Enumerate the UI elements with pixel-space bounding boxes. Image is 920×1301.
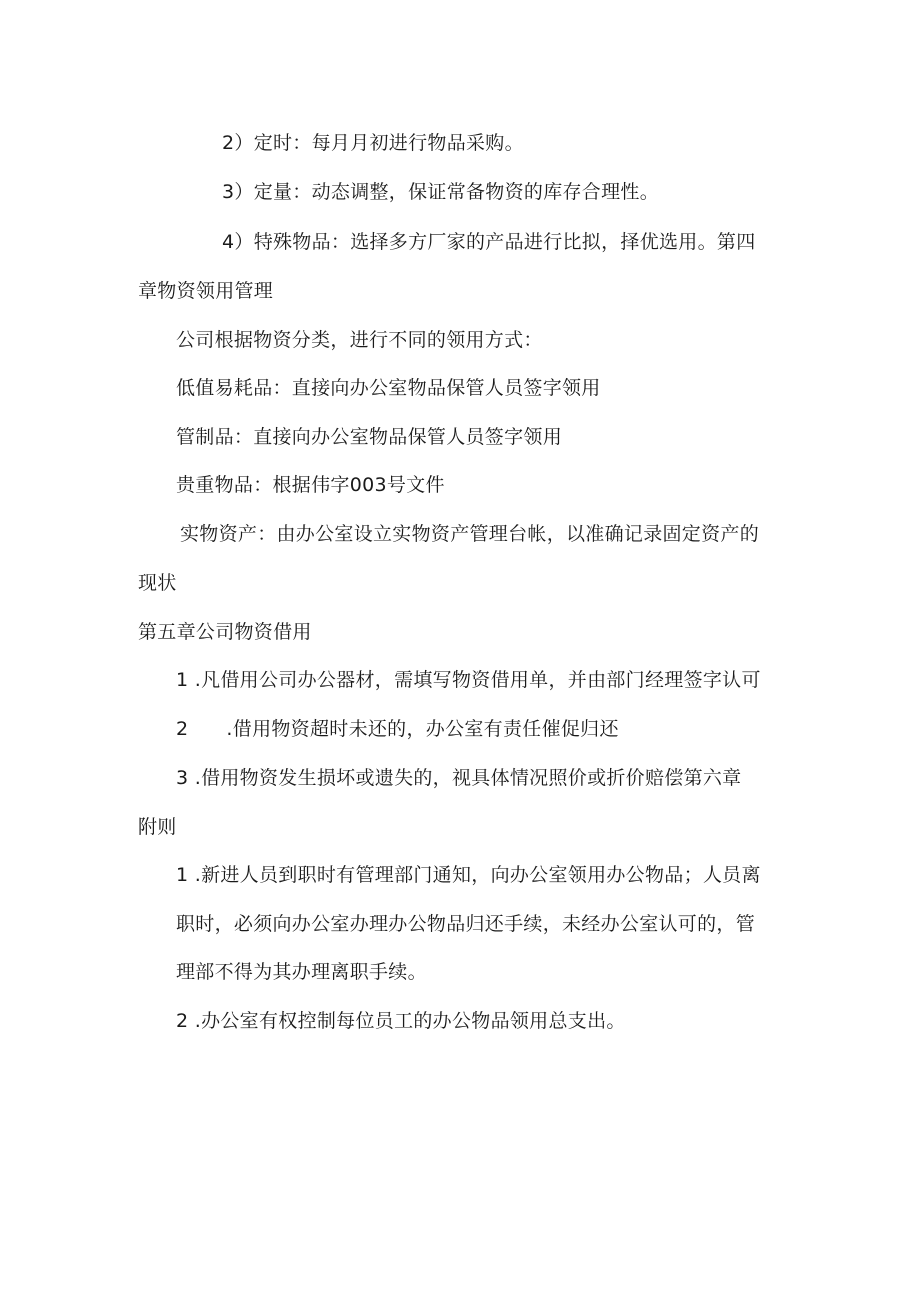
text-line-13: 2 .借用物资超时未还的，办公室有责任催促归还 [176, 718, 619, 740]
text-line-18: 理部不得为其办理离职手续。 [176, 961, 427, 983]
text-line-15: 附则 [138, 816, 177, 838]
text-line-6: 低值易耗品：直接向办公室物品保管人员签字领用 [176, 377, 601, 399]
text-line-3: 4）特殊物品：选择多方厂家的产品进行比拟，择优选用。第四 [222, 231, 756, 253]
text-line-8: 贵重物品：根据伟字003号文件 [176, 474, 445, 496]
text-line-10: 现状 [138, 572, 177, 594]
text-line-17: 职时，必须向办公室办理办公物品归还手续，未经办公室认可的，管 [176, 913, 756, 935]
text-line-12: 1 .凡借用公司办公器材，需填写物资借用单，并由部门经理签字认可 [176, 669, 761, 691]
text-line-4: 章物资领用管理 [138, 280, 274, 302]
text-line-9: 实物资产：由办公室设立实物资产管理台帐，以准确记录固定资产的 [180, 523, 760, 545]
chapter-heading: 第五章公司物资借用 [138, 621, 312, 643]
text-line-14: 3 .借用物资发生损坏或遗失的，视具体情况照价或折价赔偿第六章 [176, 767, 742, 789]
text-line-1: 2）定时：每月月初进行物品采购。 [222, 132, 524, 154]
text-line-2: 3）定量：动态调整，保证常备物资的库存合理性。 [222, 181, 659, 203]
text-line-16: 1 .新进人员到职时有管理部门通知，向办公室领用办公物品；人员离 [176, 864, 761, 886]
text-line-19: 2 .办公室有权控制每位员工的办公物品领用总支出。 [176, 1010, 626, 1032]
text-line-5: 公司根据物资分类，进行不同的领用方式： [176, 329, 543, 351]
text-line-7: 管制品：直接向办公室物品保管人员签字领用 [176, 426, 563, 448]
